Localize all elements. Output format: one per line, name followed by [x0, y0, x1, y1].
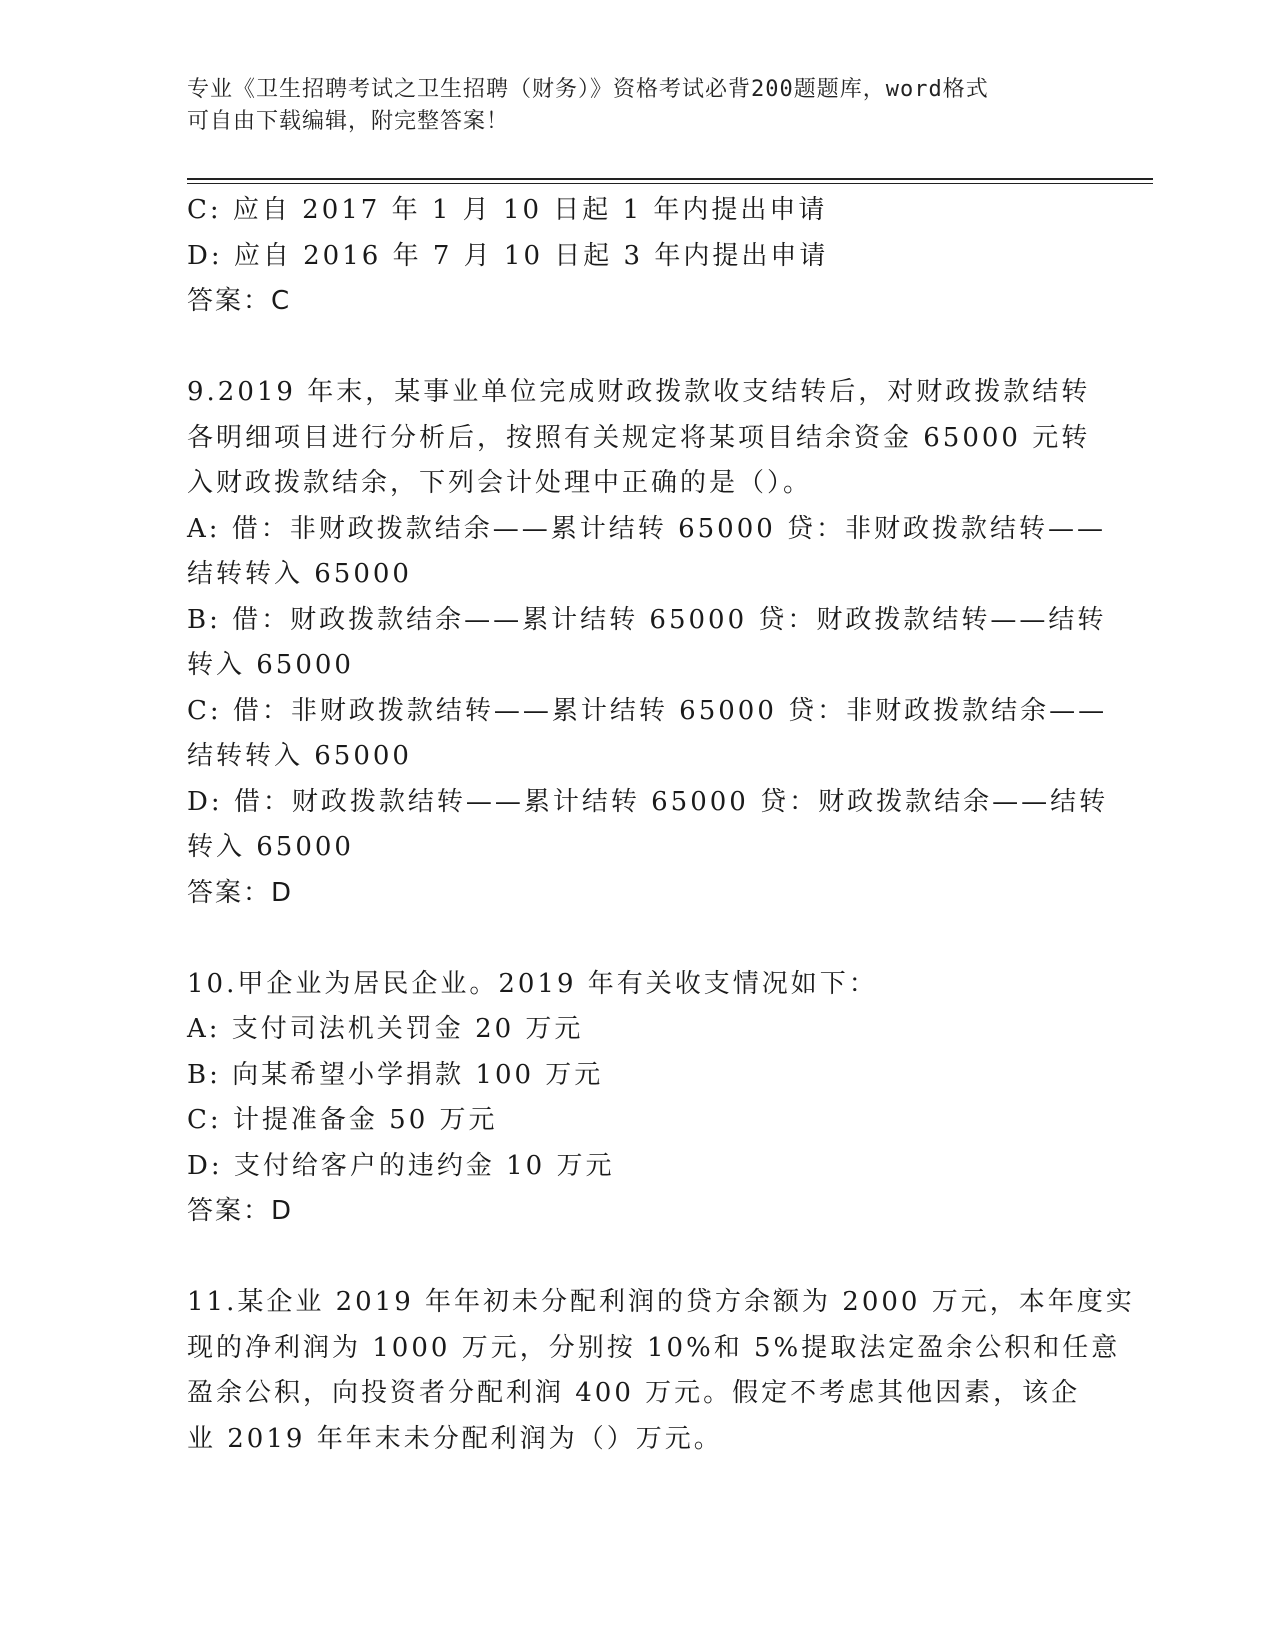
option-d: D: 支付给客户的违约金 10 万元: [187, 1150, 615, 1181]
spacer: [187, 1235, 1077, 1281]
spacer: [187, 916, 1077, 962]
answer: 答案：C: [187, 286, 292, 316]
option-c: C: 计提准备金 50 万元: [187, 1105, 498, 1135]
answer: 答案：D: [187, 1196, 294, 1226]
option-d-line: D: 借：财政拨款结转——累计结转 65000 贷：财政拨款结余——结转: [187, 786, 1109, 817]
option-c-line: 结转转入 65000: [187, 741, 412, 771]
page-header: [187, 74, 1067, 138]
option-a-line: A: 借：非财政拨款结余——累计结转 65000 贷：非财政拨款结转——: [187, 513, 1107, 544]
option-c: C: 应自 2017 年 1 月 10 日起 1 年内提出申请: [187, 195, 828, 225]
option-d-line: 转入 65000: [187, 832, 354, 862]
option-d: D: 应自 2016 年 7 月 10 日起 3 年内提出申请: [187, 240, 829, 271]
header-title-line-2: 可自由下载编辑，附完整答案！: [187, 109, 510, 134]
question-stem-line: 入财政拨款结余，下列会计处理中正确的是（）。: [187, 468, 813, 498]
header-divider-thick: [187, 178, 1153, 180]
header-title-line-1: 专业《卫生招聘考试之卫生招聘（财务）》资格考试必背200题题库，word格式: [187, 77, 989, 102]
question-stem: 10.甲企业为居民企业。2019 年有关收支情况如下：: [187, 968, 878, 999]
option-a: A: 支付司法机关罚金 20 万元: [187, 1014, 584, 1044]
question-9: [187, 370, 1109, 916]
question-stem-line: 现的净利润为 1000 万元，分别按 10%和 5%提取法定盈余公积和任意: [187, 1332, 1121, 1363]
option-b-line: 转入 65000: [187, 650, 354, 680]
answer: 答案：D: [187, 877, 294, 908]
question-10: [187, 962, 1077, 1235]
question-stem-line: 9.2019 年末，某事业单位完成财政拨款收支结转后，对财政拨款结转: [187, 377, 1091, 407]
question-stem-line: 盈余公积，向投资者分配利润 400 万元。假定不考虑其他因素，该企: [187, 1378, 1081, 1408]
header-divider-thin: [187, 183, 1153, 184]
document-body: [187, 188, 1135, 1462]
question-8-tail: [187, 188, 1077, 325]
spacer: [187, 325, 1077, 371]
option-b-line: B: 借：财政拨款结余——累计结转 65000 贷：财政拨款结转——结转: [187, 604, 1107, 635]
question-stem-line: 业 2019 年年末未分配利润为（）万元。: [187, 1423, 723, 1454]
option-a-line: 结转转入 65000: [187, 559, 412, 589]
option-c-line: C: 借：非财政拨款结转——累计结转 65000 贷：非财政拨款结余——: [187, 695, 1108, 726]
question-stem-line: 11.某企业 2019 年年初未分配利润的贷方余额为 2000 万元，本年度实: [187, 1287, 1135, 1317]
question-11: [187, 1280, 1135, 1462]
option-b: B: 向某希望小学捐款 100 万元: [187, 1059, 604, 1090]
question-stem-line: 各明细项目进行分析后，按照有关规定将某项目结余资金 65000 元转: [187, 422, 1091, 453]
